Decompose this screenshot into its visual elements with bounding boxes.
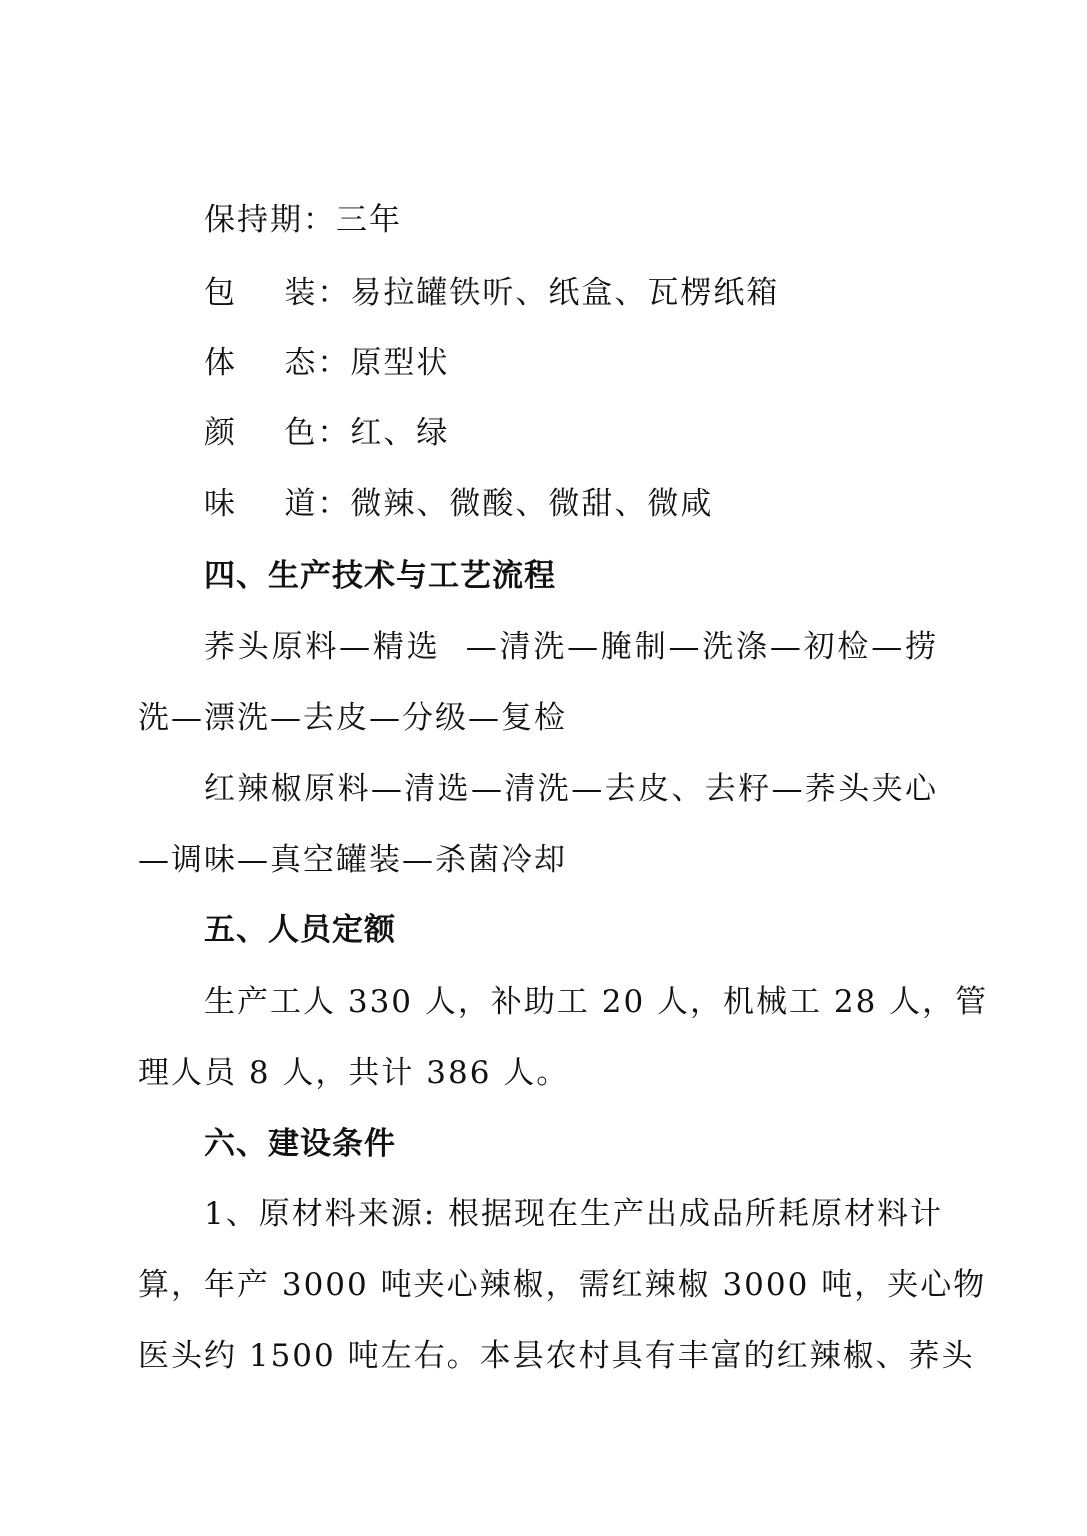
staffing-line-2: 理人员 8 人，共计 386 人。 bbox=[138, 1055, 570, 1091]
spec-label: 味 道： bbox=[204, 486, 351, 522]
section-heading-conditions: 六、建设条件 bbox=[204, 1126, 396, 1162]
spec-value: 红、绿 bbox=[350, 415, 450, 451]
spec-label: 体 态： bbox=[204, 345, 351, 381]
process-flow-1-line-1: 荞头原料—精选 —清洗—腌制—洗涤—初检—捞 bbox=[204, 629, 938, 665]
spec-packaging bbox=[204, 273, 938, 313]
spec-value: 原型状 bbox=[350, 345, 450, 381]
process-flow-2-line-2: —调味—真空罐装—杀菌冷却 bbox=[138, 842, 567, 878]
spec-color bbox=[204, 413, 938, 453]
section-heading-staffing: 五、人员定额 bbox=[204, 912, 396, 948]
spec-label: 保持期： bbox=[204, 202, 336, 238]
spec-label: 包 装： bbox=[204, 275, 351, 311]
spec-shelf-life bbox=[204, 200, 938, 240]
staffing-line-1: 生产工人 330 人，补助工 20 人，机械工 28 人，管 bbox=[204, 984, 989, 1020]
conditions-line-2: 算，年产 3000 吨夹心辣椒，需红辣椒 3000 吨，夹心物 bbox=[138, 1267, 987, 1303]
conditions-line-3: 医头约 1500 吨左右。本县农村具有丰富的红辣椒、荞头 bbox=[138, 1338, 975, 1374]
process-flow-2-line-1: 红辣椒原料—清选—清洗—去皮、去籽—荞头夹心 bbox=[204, 771, 938, 807]
spec-taste bbox=[204, 484, 938, 524]
section-heading-production: 四、生产技术与工艺流程 bbox=[204, 558, 556, 594]
process-flow-1-line-2: 洗—漂洗—去皮—分级—复检 bbox=[138, 700, 567, 736]
spec-value: 微辣、微酸、微甜、微咸 bbox=[350, 486, 714, 522]
spec-form bbox=[204, 343, 938, 383]
spec-value: 三年 bbox=[336, 202, 402, 238]
spec-label: 颜 色： bbox=[204, 415, 351, 451]
spec-value: 易拉罐铁听、纸盒、瓦楞纸箱 bbox=[350, 275, 780, 311]
conditions-line-1: 1、原材料来源: 根据现在生产出成品所耗原材料计 bbox=[204, 1196, 944, 1232]
